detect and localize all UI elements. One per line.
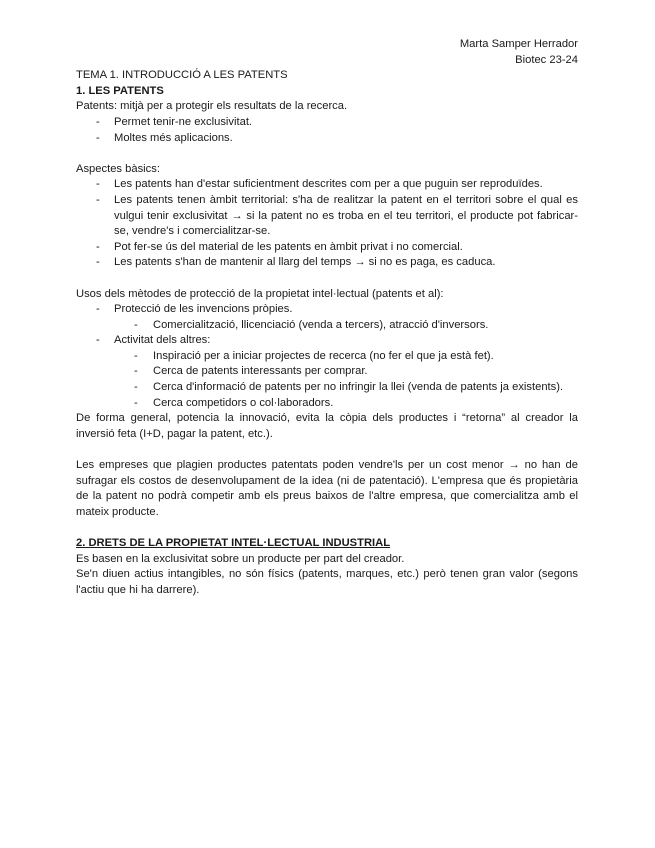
aspects-label: Aspectes bàsics:	[76, 162, 160, 175]
sub-list-item: - Comercialització, llicenciació (venda a tercers), atracció d'inversors.	[134, 318, 489, 331]
companies-paragraph: Les empreses que plagien productes patentats poden vendre'ls per un cost menor → no han de sufragar els costos de desenvolupament de la idea (ni de patentació). L'empresa que és propietària de la patent no podrà competir amb els preus baixos de l'altre empresa, que comercialitza amb el mateix producte.	[76, 459, 578, 518]
sub-list-item: - Cerca d'informació de patents per no infringir la llei (venda de patents ja existents).	[134, 381, 564, 394]
general-paragraph: De forma general, potencia la innovació, evita la còpia dels productes i “retorna” al creador la inversió feta (I+D, pagar la patent, etc.).	[76, 412, 578, 440]
section2-line-1: Es basen en la exclusivitat sobre un producte per part del creador.	[76, 552, 405, 565]
section2-heading: 2. DRETS DE LA PROPIETAT INTEL·LECTUAL INDUSTRIAL	[76, 537, 391, 549]
list-item: - Les patents tenen àmbit territorial: s'ha de realitzar la patent en el territori sobre el qual es vulgui tenir exclusivitat → si la patent no es troba en el teu territori, el producte pot fabricar-se, vendre's i comercialitzar-se.	[96, 193, 578, 238]
course-label: Biotec 23-24	[515, 53, 578, 66]
list-item: - Permet tenir-ne exclusivitat.	[96, 115, 253, 128]
uses-label: Usos dels mètodes de protecció de la propietat intel·lectual (patents et al):	[76, 287, 444, 300]
topic-title: TEMA 1. INTRODUCCIÓ A LES PATENTS	[76, 69, 288, 82]
sub-list-item: - Inspiració per a iniciar projectes de recerca (no fer el que ja està fet).	[134, 349, 494, 362]
sub-list-item: - Cerca de patents interessants per comprar.	[134, 365, 368, 378]
section1-heading: 1. LES PATENTS	[76, 84, 164, 97]
author-name: Marta Samper Herrador	[459, 38, 578, 50]
list-item: - Pot fer-se ús del material de les patents en àmbit privat i no comercial.	[96, 240, 463, 253]
list-item: - Les patents han d'estar suficientment descrites com per a que puguin ser reproduïdes.	[96, 178, 543, 191]
list-item: - Protecció de les invencions pròpies.	[96, 303, 293, 316]
list-item: - Les patents s'han de mantenir al llarg del temps → si no es paga, es caduca.	[96, 256, 496, 269]
document-page	[76, 37, 578, 598]
list-item: - Activitat dels altres:	[96, 334, 211, 347]
patents-definition: Patents: mitjà per a protegir els resultats de la recerca.	[76, 100, 348, 113]
section2-line-2: Se'n diuen actius intangibles, no són físics (patents, marques, etc.) però tenen gran valor (segons l'actiu que hi ha darrere).	[76, 568, 578, 596]
sub-list-item: - Cerca competidors o col·laboradors.	[134, 396, 334, 409]
list-item: - Moltes més aplicacions.	[96, 131, 233, 144]
